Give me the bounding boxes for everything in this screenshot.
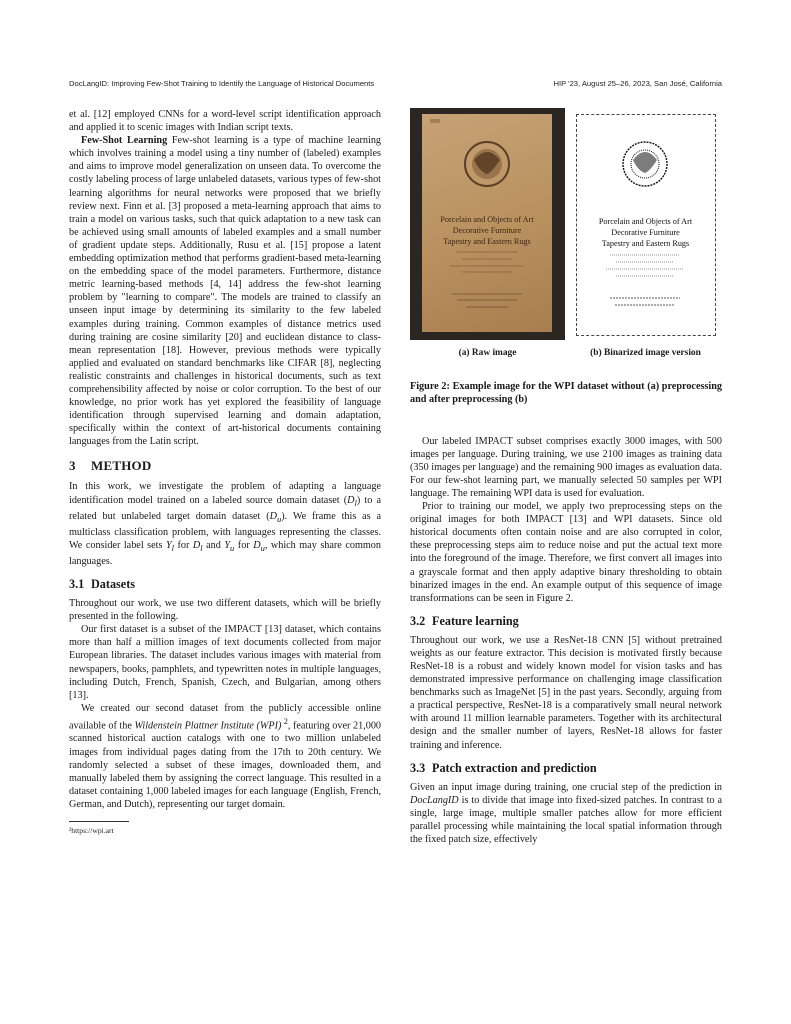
paragraph-method: In this work, we investigate the problem of adapting a language identification model trained on a labeled source domain dataset $(D_l)$ to a related but unlabeled target domain dataset $(D_u)$. We frame this as a multiclass classification problem, with languages representing the classes. We consider label sets $Y_l$ for $D_l$ and $Y_u$ for $D_u$, which may share common languages. <box>69 481 382 567</box>
subsection-heading-patch-extraction: 3.3 Patch extraction and prediction <box>410 760 597 775</box>
cover-title-raw: Porcelain and Objects of Art Decorative Furniture Tapestry and Eastern Rugs <box>440 215 534 246</box>
paragraph-few-shot: Few-Shot Learning Few-shot learning is a type of machine learning which involves training a model using a tiny number of (labeled) examples and aims to improve model generalization on unseen data. To overcome the costly labeling process of large unlabeled datasets, various types of few-shot learning algorithms for neural networks were proposed that we briefly review next. Finn et al. [3] proposed a meta-learning approach that aims to train a model on various tasks, such that quick adaptation to a new task can be achieved using small amounts of labeled examples and a small number of gradient update steps. Additionally, Rusu et al. [15] propose a latent embedding optimization method that performs gradient-based meta-learning on the embedding space of the model parameters. Furthermore, distance metric learning-based methods [4, 14] address the few-shot learning problem by "learning to compare". The models are trained to classify an unseen input image by determining its similarity to the few labeled examples during training. Common examples of distance metrics used during training are cosine similarity [20] and euclidean distance to class-mean representation [18]. However, previous methods were typically applied and evaluated on standard benchmarks like CIFAR [8], neglecting realistic constraints and challenges in historical documents, such as text comprehensibility affected by noise or color corruption. To the best of our knowledge, no prior work has yet explored the feasibility of language identification through supervised learning and domain adaptation, specifically within the context of art-historical documents containing languages from the Latin script. <box>69 135 382 448</box>
subsection-heading-datasets: 3.1 Datasets <box>69 577 136 592</box>
raw-scan-image <box>410 108 565 340</box>
binarized-image <box>570 108 721 340</box>
paragraph-feature-learning: Throughout our work, we use a ResNet-18 CNN [5] without pretrained weights as our feature extractor. This decision is motivated firstly because ResNet-18 is a robust and widely known model for vision tasks and has demonstrated impressive performance on challenging image classification benchmarks such as ImageNet [5] in the past years. Secondly, arguing from a practical perspective, ResNet-18 is a comparatively small neural network with around 11 million learnable parameters. Together with its architectural design and the smaller number of layers, ResNet-18 allows for faster training and inference. <box>410 634 722 751</box>
paragraph-impact-dataset: Our first dataset is a subset of the IMPACT [13] dataset, which contains more than half a million images of text documents collected from major European libraries. The dataset includes various images with material from newspapers, books, pamphlets, and typewritten notes in multiple languages, including Dutch, French, Spanish, Czech, and Bulgarian, among others [13]. <box>69 624 381 701</box>
paragraph-patch-extraction: Given an input image during training, one crucial step of the prediction in DocLangID is to divide that image into fixed-sized patches. In contrast to a single, large image, multiple smaller patches allow for more efficient parallel processing while maintaining the local spatial information through the fixed patch size, effectively <box>410 781 722 846</box>
paragraph-preprocessing: Prior to training our model, we apply two preprocessing steps on the original images for both IMPACT [13] and WPI datasets. Since old historical documents often contain noise and are also corrupted in color, these preprocessing steps aim to reduce noise and put the actual text more into the foreground of the image. Therefore, we first convert all images into a grayscale format and then apply adaptive binary thresholding to obtain binarized images in the end. An example output of this sequence of image transformations can be seen in Figure 2. <box>410 501 722 604</box>
catalog-cover-raw <box>422 114 552 332</box>
left-column <box>69 108 381 835</box>
footnote-rule <box>69 821 129 822</box>
paragraph-impact-split: Our labeled IMPACT subset comprises exactly 3000 images, with 500 images per language. During training, we use 2100 images as training data (350 images per language) and the remaining 900 images as evaluation data. For our few-shot learning part, we manually selected 50 samples per WPI language. The remaining WPI data is used for evaluation. <box>410 435 722 499</box>
subcaption-b: (b) Binarized image version <box>590 348 701 358</box>
subcaption-a: (a) Raw image <box>458 348 517 358</box>
cover-title-binarized: Porcelain and Objects of Art Decorative Furniture Tapestry and Eastern Rugs <box>598 217 693 248</box>
runin-few-shot: Few-Shot Learning <box>81 135 168 147</box>
footnote: ²https://wpi.art <box>69 825 114 835</box>
subsection-heading-feature-learning: 3.2 Feature learning <box>410 613 519 628</box>
header-left: DocLangID: Improving Few-Shot Training to Identify the Language of Historical Documents <box>69 79 375 88</box>
figure-2 <box>410 108 722 370</box>
paragraph-datasets-intro: Throughout our work, we use two different datasets, which will be briefly presented in the following. <box>69 598 381 623</box>
right-column <box>410 108 722 846</box>
header-right: HIP '23, August 25–26, 2023, San José, California <box>553 79 722 88</box>
paragraph-wpi-dataset: We created our second dataset from the publicly accessible online available of the Wildenstein Plattner Institute (WPI) $^2$, featuring over 21,000 scanned historical auction catalogs with one to two million unlabeled images from individual pages dating from the 17th to 20th century. We randomly selected a subset of these images, downloaded them, and manually labeled them by assigning the correct language. This resulted in a dataset containing 1,000 labeled images for each language (English, French, German, and Dutch), representing our target domain. <box>69 702 382 810</box>
section-heading-method: 3 METHOD <box>69 458 152 474</box>
figure-caption: Figure 2: Example image for the WPI dataset without (a) preprocessing and after preprocessing (b) <box>410 381 722 406</box>
running-header <box>69 79 722 88</box>
paragraph-related-work-end: et al. [12] employed CNNs for a word-level script identification approach and applied it to scenic images with Indian script texts. <box>69 109 381 134</box>
